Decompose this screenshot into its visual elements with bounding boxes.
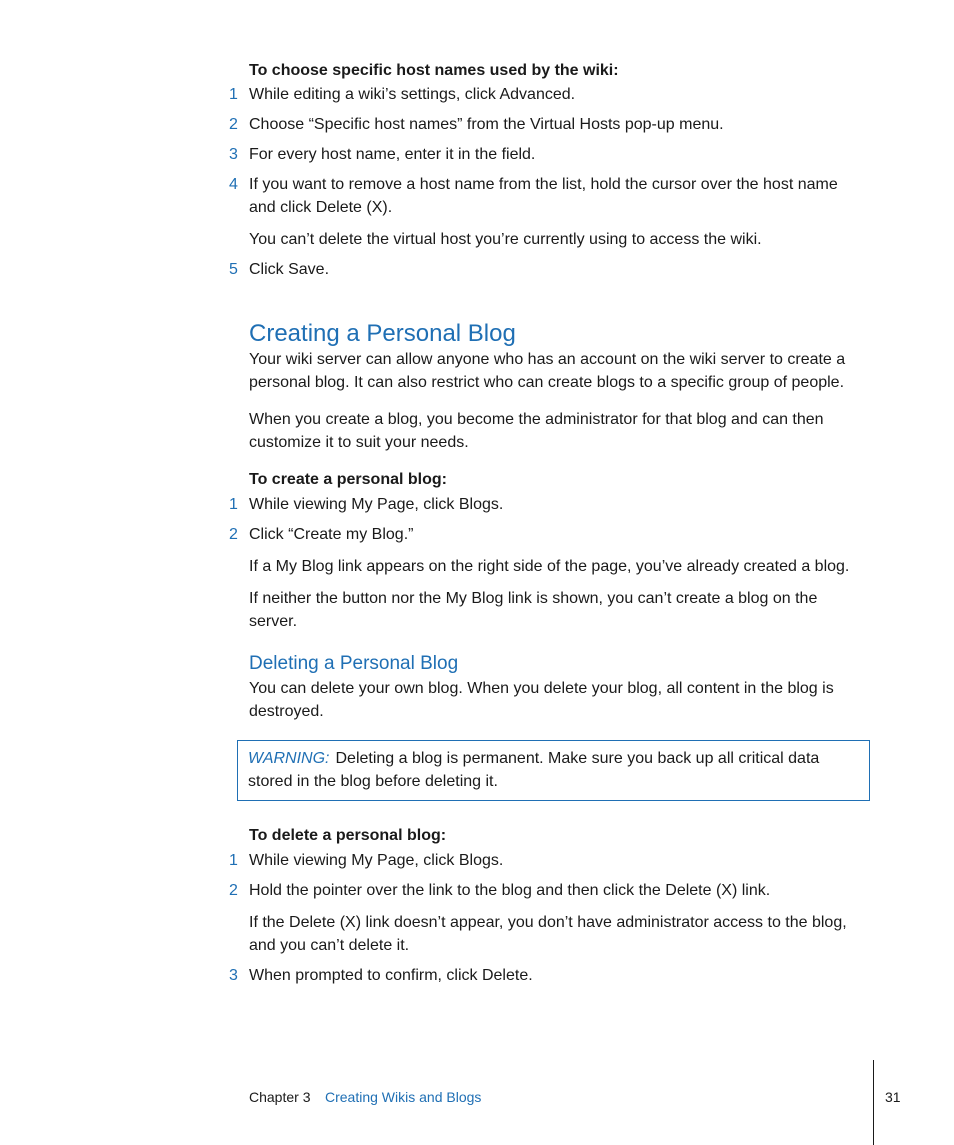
procedure-heading: To choose specific host names used by the wiki:: [249, 62, 619, 79]
step-text: If you want to remove a host name from the list, hold the cursor over the host name and click Delete (X).: [249, 176, 838, 216]
step-note: If the Delete (X) link doesn’t appear, you don’t have administrator access to the blog, and you can’t delete it.: [249, 914, 847, 954]
step-text: Hold the pointer over the link to the blog and then click the Delete (X) link.: [249, 882, 771, 899]
step-note: If a My Blog link appears on the right side of the page, you’ve already created a blog.: [249, 558, 850, 575]
body-paragraph: When you create a blog, you become the administrator for that blog and can then customize it to suit your needs.: [249, 411, 824, 451]
warning-label: WARNING:: [248, 750, 330, 767]
warning-text: Deleting a blog is permanent. Make sure you back up all critical data stored in the blog before deleting it.: [248, 750, 820, 790]
step-number: 3: [229, 967, 238, 984]
step-note: You can’t delete the virtual host you’re currently using to access the wiki.: [249, 231, 762, 248]
page-number: 31: [885, 1089, 901, 1105]
step-text: When prompted to confirm, click Delete.: [249, 967, 533, 984]
subsection-title: Deleting a Personal Blog: [249, 653, 459, 674]
step-number: 1: [229, 86, 238, 103]
step-text: While viewing My Page, click Blogs.: [249, 852, 504, 869]
step-number: 5: [229, 261, 238, 278]
step-note: If neither the button nor the My Blog link is shown, you can’t create a blog on the server.: [249, 590, 818, 630]
section-title: Creating a Personal Blog: [249, 320, 516, 347]
step-text: Choose “Specific host names” from the Virtual Hosts pop-up menu.: [249, 116, 724, 133]
footer-chapter: Chapter 3: [249, 1089, 311, 1105]
warning-message: [248, 747, 848, 793]
step-text: For every host name, enter it in the field.: [249, 146, 536, 163]
step-number: 1: [229, 496, 238, 513]
step-text: Click Save.: [249, 261, 330, 278]
step-number: 2: [229, 526, 238, 543]
footer-chapter-title[interactable]: Creating Wikis and Blogs: [325, 1089, 482, 1105]
step-number: 1: [229, 852, 238, 869]
body-paragraph: Your wiki server can allow anyone who has an account on the wiki server to create a personal blog. It can also restrict who can create blogs to a specific group of people.: [249, 351, 846, 391]
step-number: 3: [229, 146, 238, 163]
body-paragraph: You can delete your own blog. When you delete your blog, all content in the blog is destroyed.: [249, 680, 834, 720]
step-text: Click “Create my Blog.”: [249, 526, 414, 543]
procedure-heading: To create a personal blog:: [249, 471, 447, 488]
step-text: While viewing My Page, click Blogs.: [249, 496, 504, 513]
procedure-heading: To delete a personal blog:: [249, 827, 447, 844]
step-number: 4: [229, 176, 238, 193]
step-text: While editing a wiki’s settings, click Advanced.: [249, 86, 576, 103]
step-number: 2: [229, 116, 238, 133]
step-number: 2: [229, 882, 238, 899]
footer-divider: [873, 1060, 874, 1145]
